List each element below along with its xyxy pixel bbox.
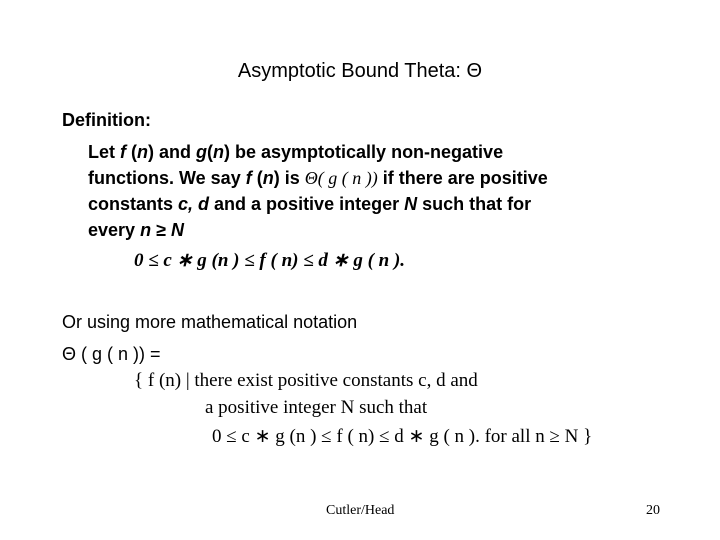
definition-line-2: functions. We say f (n) is Θ( g ( n )) if there are positive <box>88 168 548 188</box>
definition-line-4: every n ≥ N <box>88 220 184 240</box>
definition-heading: Definition: <box>62 110 151 130</box>
definition-inequality: 0 ≤ c ∗ g (n ) ≤ f ( n) ≤ d ∗ g ( n ). <box>134 250 406 271</box>
footer-author: Cutler/Head <box>326 503 395 518</box>
set-builder-line-3: 0 ≤ c ∗ g (n ) ≤ f ( n) ≤ d ∗ g ( n ). for all n ≥ N } <box>212 426 593 447</box>
page-number: 20 <box>646 503 660 518</box>
alt-notation-intro: Or using more mathematical notation <box>62 312 358 332</box>
definition-line-3: constants c, d and a positive integer N such that for <box>88 194 532 214</box>
theta-set-definition: Θ ( g ( n )) = <box>62 344 161 364</box>
slide-title: Asymptotic Bound Theta: Θ <box>237 60 483 82</box>
set-builder-line-1: { f (n) | there exist positive constants c, d and <box>134 370 478 391</box>
set-builder-line-2: a positive integer N such that <box>205 397 428 418</box>
definition-line-1: Let f (n) and g(n) be asymptotically non-negative <box>88 142 504 162</box>
